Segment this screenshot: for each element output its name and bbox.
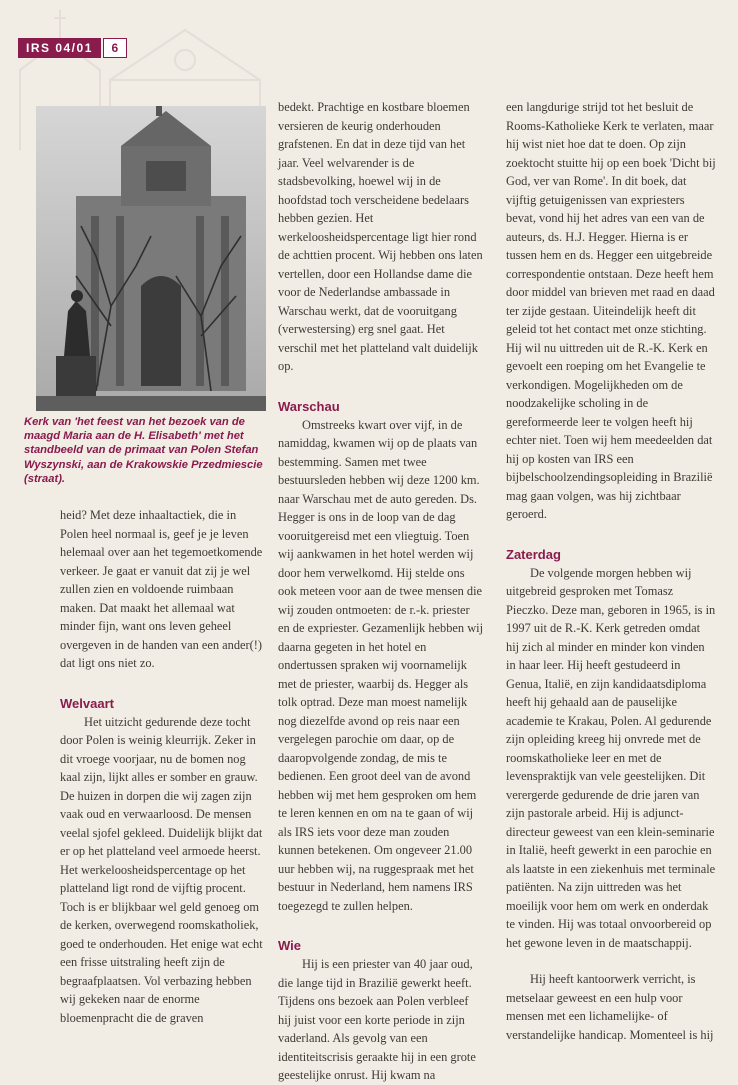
photo-caption: Kerk van 'het feest van het bezoek van de maagd Maria aan de H. Elisabeth' met het standbeeld van de primaat van Polen Stefan Wyszynski, aan de Krakowskie Przedmiescie (straat). [24, 416, 263, 485]
paragraph: bedekt. Prachtige en kostbare bloemen versieren de keurig onderhouden grafstenen. En dat in deze tijd van het jaar. Veel welvarender is de stadsbevolking, hoewel wij in de hoofdstad toch verscheidene bedelaars hebben gezien. Het werkeloosheidspercentage ligt hier rond de achttien procent. Wij hebben ons laten vertellen, door een Hollandse dame die voor de Nederlandse ambassade in Warschau werkt, dat de vooruitgang (verwestersing) erg snel gaat. Het verschil met het platteland valt duidelijk op. [278, 100, 483, 373]
paragraph: heid? Met deze inhaaltactiek, die in Polen heel normaal is, geef je je leven helemaal over aan het tegemoetkomende verkeer. Je gaat er vanuit dat zij je wel zullen zien en voldoende ruimbaan maken. Dat maakt het allemaal wat minder fijn, want ons leven geheel overgeven in de handen van een ander(!) dat ligt ons niet zo. [60, 508, 263, 670]
section-heading-zaterdag: Zaterdag [506, 546, 561, 562]
church-photo-icon [36, 106, 266, 411]
paragraph: Hij heeft kantoorwerk verricht, is metselaar geweest en een hulp voor mensen met een lichamelijke- of verstandelijke handicap. Momenteel is hij [506, 972, 714, 1042]
text-column-2 [278, 98, 484, 1085]
paragraph: Hij is een priester van 40 jaar oud, die lange tijd in Brazilië gewerkt heeft. Tijdens ons bezoek aan Polen verbleef hij juist voor een korte periode in zijn vaderland. Als gevolg van een identiteitscrisis geraakte hij in een grote geestelijke onrust. Hij kwam na [278, 957, 476, 1082]
section-heading-wie: Wie [278, 938, 301, 953]
paragraph: een langdurige strijd tot het besluit de Rooms-Katholieke Kerk te verlaten, maar hij wist niet hoe dat te doen. Op zijn zoektocht stuitte hij op een boek 'Dicht bij God, ver van Rome'. In dit boek, dat vijftig getuigenissen van expriesters bevat, vond hij het adres van een van de auteurs, ds. H.J. Hegger. Hierna is er tussen hem en ds. Hegger een uitgebreide correspondentie ontstaan. Deze heeft hem door middel van brieven met raad en daad ter zijde gestaan. Uiteindelijk heeft dit geleid tot het contact met onze stichting. Hij wil nu uittreden uit de R.-K. Kerk en gevoelt een roeping om het Evangelie te verkondigen. Mogelijkheden om de noodzakelijke scholing in de gereformeerde leer te volgen heeft hij echter niet. Toen wij hem meedeelden dat hij op kosten van IRS een bijbelschoolzendingsopleiding in Brazilië mag gaan volgen, was hij zichtbaar geroerd. [506, 100, 716, 521]
section-heading-warschau: Warschau [278, 398, 340, 414]
paragraph: Het uitzicht gedurende deze tocht door Polen is weinig kleurrijk. Zeker in dit vroege voorjaar, nu de bomen nog kaal zijn, lijkt alles er somber en grauw. De huizen in dorpen die wij zagen zijn vaak oud en verwaarloosd. De mensen veelal sjofel gekleed. Duidelijk blijkt dat er op het platteland veel armoede heerst. Het werkeloosheidspercentage op het platteland ligt rond de vijftig procent. Toch is er blijkbaar wel geld genoeg om de kerken, overwegend roomskatholiek, goed te onderhouden. Het enige wat echt een frisse uitstraling heeft zijn de begraafplaatsen. Vol verbazing hebben wij gekeken naar de enorme bloemenpracht die de graven [60, 714, 263, 1025]
paragraph: Omstreeks kwart over vijf, in de namiddag, kwamen wij op de plaats van bestemming. Samen met twee bestuursleden hebben wij deze 1200 km. naar Warschau met de auto gereden. Ds. Hegger is ons in de loop van de dag vooruitgereisd met een vliegtuig. Toen wij aankwamen in het hotel werden wij door hem verwelkomd. Hij stelde ons ook meteen voor aan de twee mensen die wij zouden ontmoeten: de r.-k. priester en de expriester. Gezamenlijk hebben wij daarna gegeten in het hotel en ondertussen spraken wij voornamelijk met de priester, waarbij ds. Hegger als tolk optrad. Deze man moest namelijk nog diezelfde avond op reis naar een vergelegen parochie om daar, op de daaropvolgende zondag, de mis te bedienen. Een groot deel van de avond hebben wij met hem gesproken om hem te leren kennen en om na te gaan of wij als IRS iets voor deze man zouden kunnen betekenen. Om ongeveer 21.00 uur hebben wij, na ruggespraak met het bestuur in Nederland, hem namens IRS toegezegd te zullen helpen. [278, 417, 484, 913]
text-column-3 [506, 98, 716, 1044]
paragraph: De volgende morgen hebben wij uitgebreid gesproken met Tomasz Pieczko. Deze man, geboren in 1965, is in 1997 uit de R.-K. Kerk getreden omdat hij zich al minder en minder kon vinden in haar leer. Hij heeft gestudeerd in Genua, Italië, en zijn kandidaatsdiploma heeft hij gehaald aan de pauselijke academie te Krakau, Polen. Al gedurende zijn opleiding kreeg hij onvrede met de roomskatholieke leer en met de levenspraktijk van vele geestelijken. Dit verergerde gedurende de drie jaren van zijn pastorale arbeid. Hij is adjunct-directeur geweest van een klein-seminarie in Italië, heeft gewerkt in een parochie en als laatste in een ziekenhuis met terminale patiënten. Na zijn uittreden was het moeilijk voor hem om werk en onderdak te vinden. Hij was totaal onvoorbereid op het gewone leven in de maatschappij. [506, 565, 716, 950]
section-heading-welvaart: Welvaart [60, 695, 114, 711]
page-number: 6 [103, 38, 127, 58]
masthead [18, 38, 127, 58]
text-column-1 [60, 506, 265, 1027]
magazine-issue-label: IRS 04/01 [18, 38, 101, 58]
